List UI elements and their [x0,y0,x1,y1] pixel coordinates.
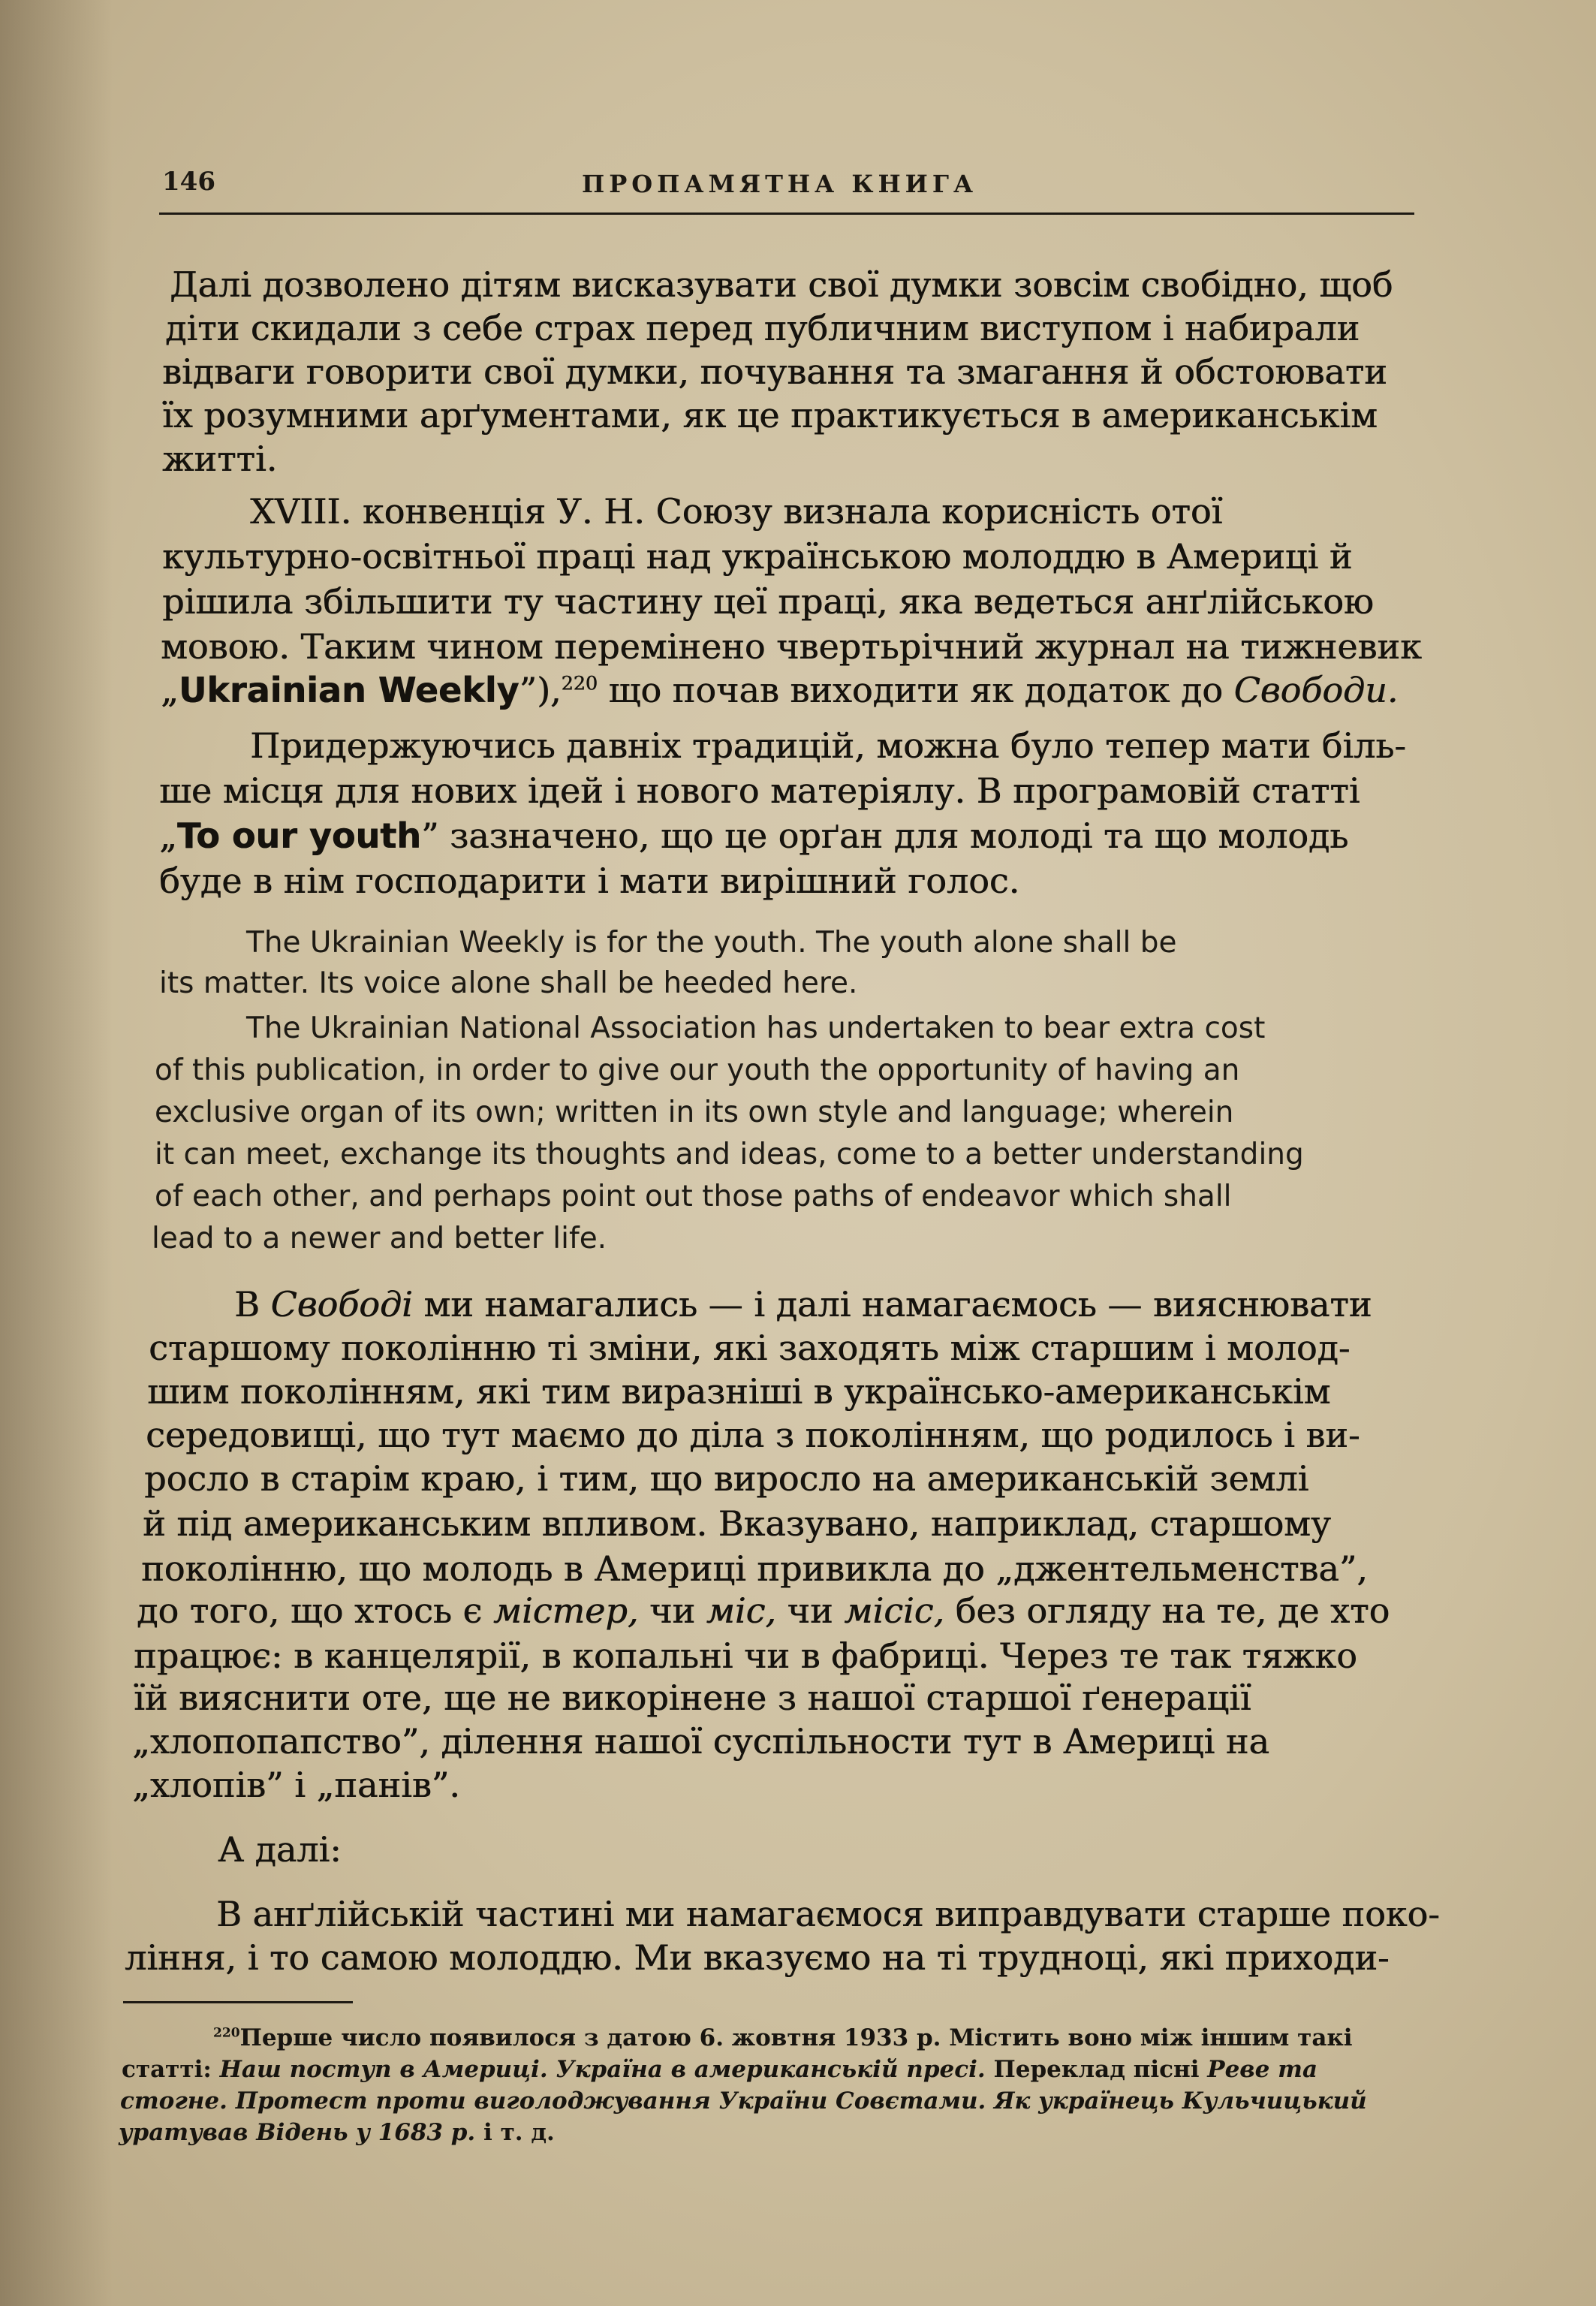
text-line: ше місця для нових ідей і нового матеріялу. В програмовій статті [159,770,1360,811]
text-line: старшому поколінню ті зміни, які заходять між старшим і молод- [149,1328,1351,1368]
quote-line: lead to a newer and better life. [152,1222,607,1255]
journal-title: Ukrainian Weekly [178,670,519,710]
article-title: уратував Відень у 1683 р. [119,2119,476,2146]
running-title: ПРОПАМЯТНА КНИГА [582,170,978,198]
text-line [234,1283,1372,1325]
text-line [159,815,1348,857]
song-title: Реве та [1207,2056,1318,2083]
page-number: 146 [162,167,215,197]
header-rule [159,213,1414,215]
title-word: місіс, [844,1590,944,1631]
text-line: культурно-освітньої праці над українською молоддю в Америці й [162,536,1353,577]
text-span: чи [775,1590,845,1631]
quote-line: of each other, and perhaps point out those paths of endeavor which shall [155,1180,1232,1213]
close-quote: ”), [519,670,562,710]
text-span: ми намагались — і далі намагаємось — вияснювати [412,1284,1372,1325]
article-title: To our youth [176,815,421,856]
text-line: шим поколінням, які тим виразніші в українсько-американськім [147,1371,1331,1412]
footnote-line: стогне. Протест проти виголоджування України Совєтами. Як українець Кульчицький [120,2087,1367,2115]
newspaper-name: Свободи. [1233,670,1399,710]
text-span: що почав виходити як додаток до [597,670,1234,710]
open-quote: „ [161,670,179,710]
footnote-line [122,2054,1317,2084]
text-span: Перше число появилося з датою 6. жовтня 1933 р. Містить воно між іншим такі [239,2024,1353,2051]
text-line: ління, і то самою молоддю. Ми вказуємо на ті трудноці, які приходи- [125,1937,1390,1978]
text-line: поколінню, що молодь в Америці привикла до „джентельменства”, [141,1548,1368,1589]
text-line [161,669,1398,711]
title-word: містер, [492,1590,639,1631]
text-line: рішила збільшити ту частину цеї праці, яка ведеться анґлійською [162,581,1374,622]
text-line: мовою. Таким чином перемінено чвертьрічний журнал на тижневик [161,626,1422,667]
footnote-rule [123,2001,353,2003]
text-span: зазначено, що це орґан для молоді та що молодь [438,815,1349,856]
quote-line: The Ukrainian National Association has undertaken to bear extra cost [246,1011,1266,1045]
text-line: працює: в канцелярії, в копальні чи в фабриці. Через те так тяжко [134,1635,1357,1676]
text-line: росло в старім краю, і тим, що виросло на американській землі [144,1458,1309,1499]
text-line [137,1590,1390,1632]
text-span: і т. д. [475,2119,555,2146]
text-span: до того, що хтось є [137,1590,493,1631]
quote-line: of this publication, in order to give our youth the opportunity of having an [155,1054,1240,1087]
text-line: „хлопів” і „панів”. [132,1765,460,1805]
newspaper-name: Свободі [270,1284,413,1325]
text-line: В анґлійській частині ми намагаємося виправдувати старше поко- [216,1894,1440,1934]
text-line: відваги говорити свої думки, почування та змагання й обстоювати [162,351,1387,392]
text-line: А далі: [218,1829,342,1870]
text-line: Далі дозволено дітям висказувати свої думки зовсім свобідно, щоб [170,264,1393,305]
footnote-line [213,2023,1353,2053]
text-span: В [234,1284,271,1325]
text-span: Переклад пісні [985,2056,1208,2083]
text-line: „хлопопапство”, ділення нашої суспільности тут в Америці на [132,1721,1269,1762]
text-line: житті. [162,439,278,479]
text-line: Придержуючись давніх традицій, можна було тепер мати біль- [250,725,1406,766]
text-line: XVIII. конвенція У. Н. Союзу визнала корисність отої [250,491,1223,532]
text-line: діти скидали з себе страх перед публичним виступом і набирали [165,308,1360,348]
footnote-reference: 220 [561,672,598,695]
quote-line: its matter. Its voice alone shall be heeded here. [159,966,858,1000]
text-line: їх розумними арґументами, як це практикується в американськім [162,395,1378,436]
quote-line: The Ukrainian Weekly is for the youth. The youth alone shall be [246,926,1177,960]
article-titles: Наш поступ в Америці. Україна в американській пресі. [219,2056,986,2083]
footnote-line [119,2118,555,2148]
quote-line: it can meet, exchange its thoughts and ideas, come to a better understanding [155,1138,1304,1171]
quote-line: exclusive organ of its own; written in its own style and language; wherein [155,1096,1234,1129]
text-span: статті: [122,2056,220,2083]
text-line: середовищі, що тут маємо до діла з поколінням, що родилось і ви- [146,1415,1360,1455]
text-line: буде в нім господарити і мати вирішний голос. [159,861,1020,901]
open-quote: „ [159,815,177,856]
title-word: міс, [706,1590,776,1631]
text-line: їй вияснити оте, ще не викорінене з нашої старшої ґенерації [134,1678,1251,1718]
text-span: без огляду на те, де хто [944,1590,1390,1631]
footnote-number: 220 [213,2025,240,2041]
text-line: й під американським впливом. Вказувано, наприклад, старшому [143,1503,1331,1544]
close-quote: ” [420,815,439,856]
text-span: чи [638,1590,706,1631]
